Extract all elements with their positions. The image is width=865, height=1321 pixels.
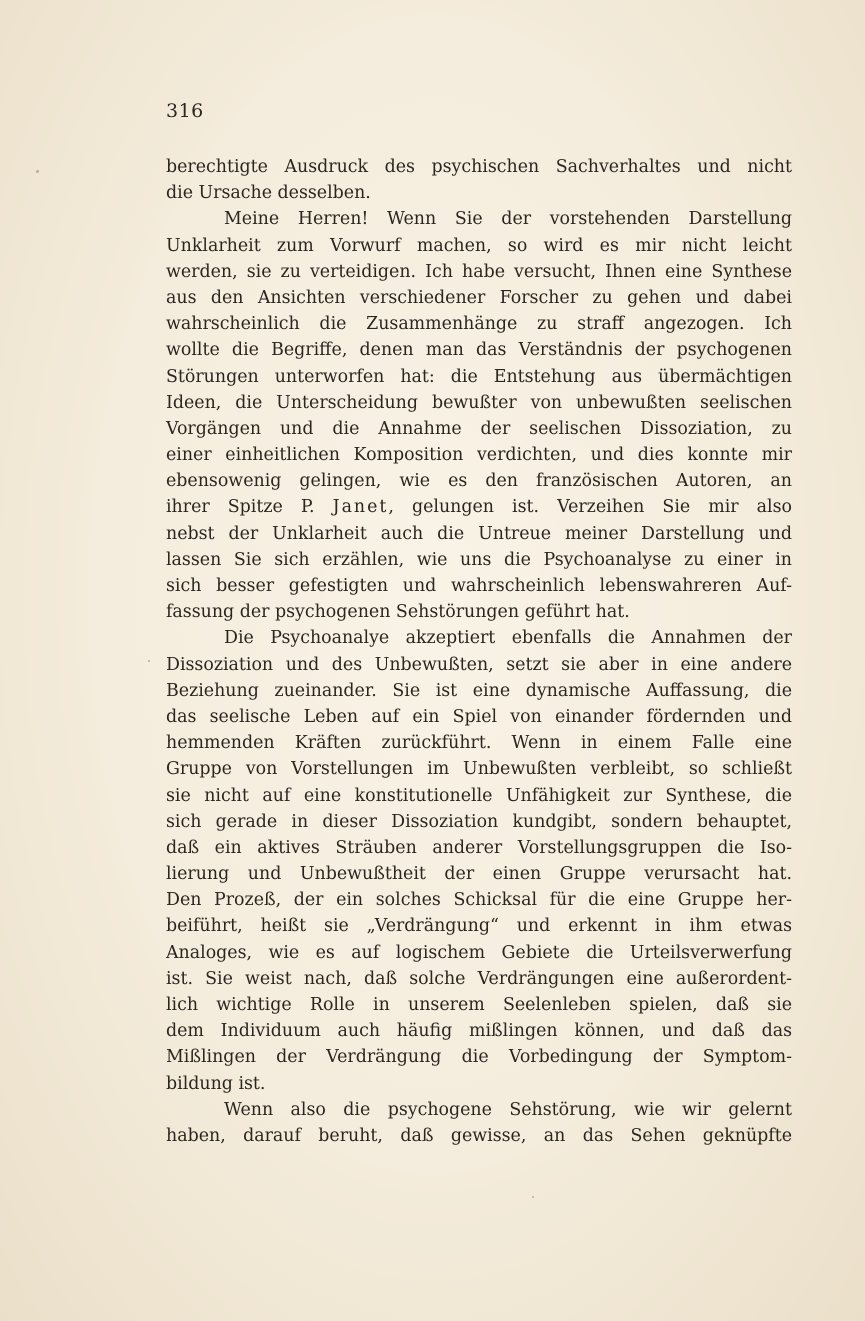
text-segment: ihrer Spitze P. [166,497,333,518]
paper-speck [532,1196,534,1198]
text-line: wollte die Begriffe, denen man das Verständnis der psychogenen [166,340,792,361]
text-line: berechtigte Ausdruck des psychischen Sachverhaltes und nicht [166,157,792,177]
text-line: Analoges, wie es auf logischem Gebiete die Urteilsverwerfung [166,942,792,963]
text-line [166,494,792,520]
text-line: einer einheitlichen Komposition verdichten, und dies konnte mir [166,445,792,466]
text-line: Den Prozeß, der ein solches Schicksal für die eine Gruppe her- [166,890,792,911]
text-segment: , gelungen ist. Verzeihen Sie mir also [388,497,792,518]
text-line: Die Psychoanalye akzeptiert ebenfalls die Annahmen der [224,628,792,649]
text-line: sich gerade in dieser Dissoziation kundgibt, sondern behauptet, [166,811,792,832]
text-line: Gruppe von Vorstellungen im Unbewußten verbleibt, so schließt [166,759,792,780]
text-line: dem Individuum auch häufig mißlingen können, und daß das [166,1021,792,1042]
body-text [166,154,792,1149]
text-line: Mißlingen der Verdrängung die Vorbedingung der Symptom- [166,1047,792,1068]
text-line: Beziehung zueinander. Sie ist eine dynamische Auffassung, die [166,680,792,701]
text-line: Dissoziation und des Unbewußten, setzt sie aber in eine andere [166,654,792,675]
paper-speck [148,660,150,662]
text-line: aus den Ansichten verschiedener Forscher zu gehen und dabei [166,287,792,308]
text-line: das seelische Leben auf ein Spiel von einander fördernden und [166,706,792,727]
text-line: Störungen unterworfen hat: die Entstehung aus übermächtigen [166,366,792,387]
text-line: ebensowenig gelingen, wie es den französischen Autoren, an [166,471,792,492]
author-name-spaced: Janet [332,497,389,518]
text-line: fassung der psychogenen Sehstörungen geführt hat. [166,602,630,623]
text-line: haben, darauf beruht, daß gewisse, an das Sehen geknüpfte [166,1125,792,1146]
text-line: Unklarheit zum Vorwurf machen, so wird es mir nicht leicht [166,235,792,256]
text-line: hemmenden Kräften zurückführt. Wenn in einem Falle eine [166,733,792,754]
paper-speck [36,170,39,173]
text-line: nebst der Unklarheit auch die Untreue meiner Darstellung und [166,523,792,544]
text-line: die Ursache desselben. [166,183,371,204]
text-line: lierung und Unbewußtheit der einen Gruppe verursacht hat. [166,864,792,885]
text-line: wahrscheinlich die Zusammenhänge zu straff angezogen. Ich [166,314,792,335]
text-line: Ideen, die Unterscheidung bewußter von unbewußten seelischen [166,392,792,413]
text-line: Wenn also die psychogene Sehstörung, wie wir gelernt [224,1099,792,1120]
text-line: ist. Sie weist nach, daß solche Verdrängungen eine außerordent- [166,968,792,989]
text-line: lich wichtige Rolle in unserem Seelenleben spielen, daß sie [166,995,792,1015]
text-line: Vorgängen und die Annahme der seelischen Dissoziation, zu [166,418,792,439]
text-line: daß ein aktives Sträuben anderer Vorstellungsgruppen die Iso- [166,837,792,858]
text-line: sie nicht auf eine konstitutionelle Unfähigkeit zur Synthese, die [166,785,792,806]
text-line: bildung ist. [166,1073,266,1094]
text-line: lassen Sie sich erzählen, wie uns die Psychoanalyse zu einer in [166,549,792,570]
text-line: werden, sie zu verteidigen. Ich habe versucht, Ihnen eine Synthese [166,261,792,282]
text-line: sich besser gefestigten und wahrscheinlich lebenswahreren Auf- [166,576,792,596]
text-line: Meine Herren! Wenn Sie der vorstehenden Darstellung [224,209,792,230]
text-line: beiführt, heißt sie „Verdrängung“ und erkennt in ihm etwas [166,916,792,937]
page-number: 316 [166,100,204,122]
